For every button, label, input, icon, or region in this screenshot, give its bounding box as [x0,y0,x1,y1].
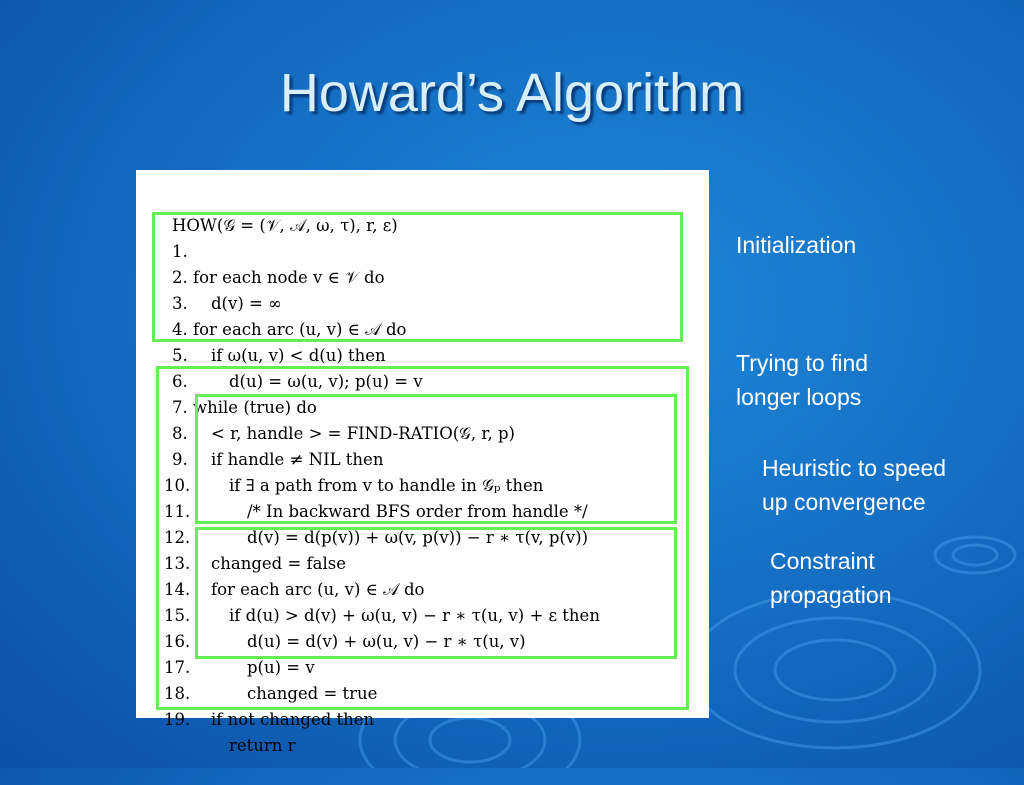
line-number: 2. [172,268,188,287]
annotation-text: Heuristic to speed [762,455,947,481]
line-code: for each node v ∈ 𝒱 do [193,268,385,287]
line-number: 1. [172,242,188,261]
line-code: d(u) = ω(u, v); p(u) = v [229,372,423,391]
annotation-text: longer loops [736,384,862,410]
line-number: 3. [172,294,188,313]
annotation-text: up convergence [762,489,926,515]
slide-title: Howard’s Algorithm [279,63,745,123]
line-code: return r [229,736,296,755]
annotation-text: Trying to find [736,350,869,376]
line-code: changed = false [211,554,346,573]
line-number: 16. [164,632,191,651]
line-code: if ω(u, v) < d(u) then [211,346,386,365]
line-number: 17. [164,658,191,677]
line-code: d(v) = d(p(v)) + ω(v, p(v)) − r ∗ τ(v, p(v)) [247,528,589,547]
heuristic-highlight-box [195,394,677,524]
line-number: 9. [172,450,188,469]
line-code: for each arc (u, v) ∈ 𝒜 do [211,580,425,599]
line-number: 15. [164,606,191,625]
algorithm-listing [136,170,709,755]
annotation-text: Constraint [770,548,875,574]
line-number: 18. [164,684,191,703]
line-number: 19. [164,710,191,729]
line-number: 7. [172,398,188,417]
line-code: p(u) = v [247,658,315,677]
line-number: 8. [172,424,188,443]
annotation-text: Initialization [736,232,857,258]
algorithm-header [136,187,398,235]
line-code: while (true) do [193,398,317,417]
line-number: 14. [164,580,191,599]
annotation-constraint [770,544,892,612]
line-code: d(v) = ∞ [211,294,282,313]
line-number: 13. [164,554,191,573]
line-code: /* In backward BFS order from handle */ [247,502,588,521]
propagation-highlight-box [195,527,677,659]
line-number: 5. [172,346,188,365]
line-number: 12. [164,528,191,547]
line-number: 4. [172,320,188,339]
annotation-initialization [736,228,856,262]
initialization-highlight-box [152,212,683,342]
annotation-longer-loops [736,346,868,414]
line-code: for each arc (u, v) ∈ 𝒜 do [193,320,407,339]
annotation-heuristic [762,451,946,519]
line-code: if not changed then [211,710,375,729]
line-code: < r, handle > = FIND-RATIO(𝒢, r, p) [211,424,515,443]
line-number: 11. [164,502,191,521]
algorithm-signature: HOW(𝒢 = (𝒱, 𝒜, ω, τ), r, ε) [172,216,398,235]
line-code: changed = true [247,684,378,703]
line-code: if ∃ a path from v to handle in 𝒢ₚ then [229,476,544,495]
annotation-text: propagation [770,582,892,608]
line-code: if handle ≠ NIL then [211,450,384,469]
line-number: 6. [172,372,188,391]
line-code: if d(u) > d(v) + ω(u, v) − r ∗ τ(u, v) + ε then [229,606,600,625]
line-number: 10. [164,476,191,495]
line-code: d(u) = d(v) + ω(u, v) − r ∗ τ(u, v) [247,632,526,651]
